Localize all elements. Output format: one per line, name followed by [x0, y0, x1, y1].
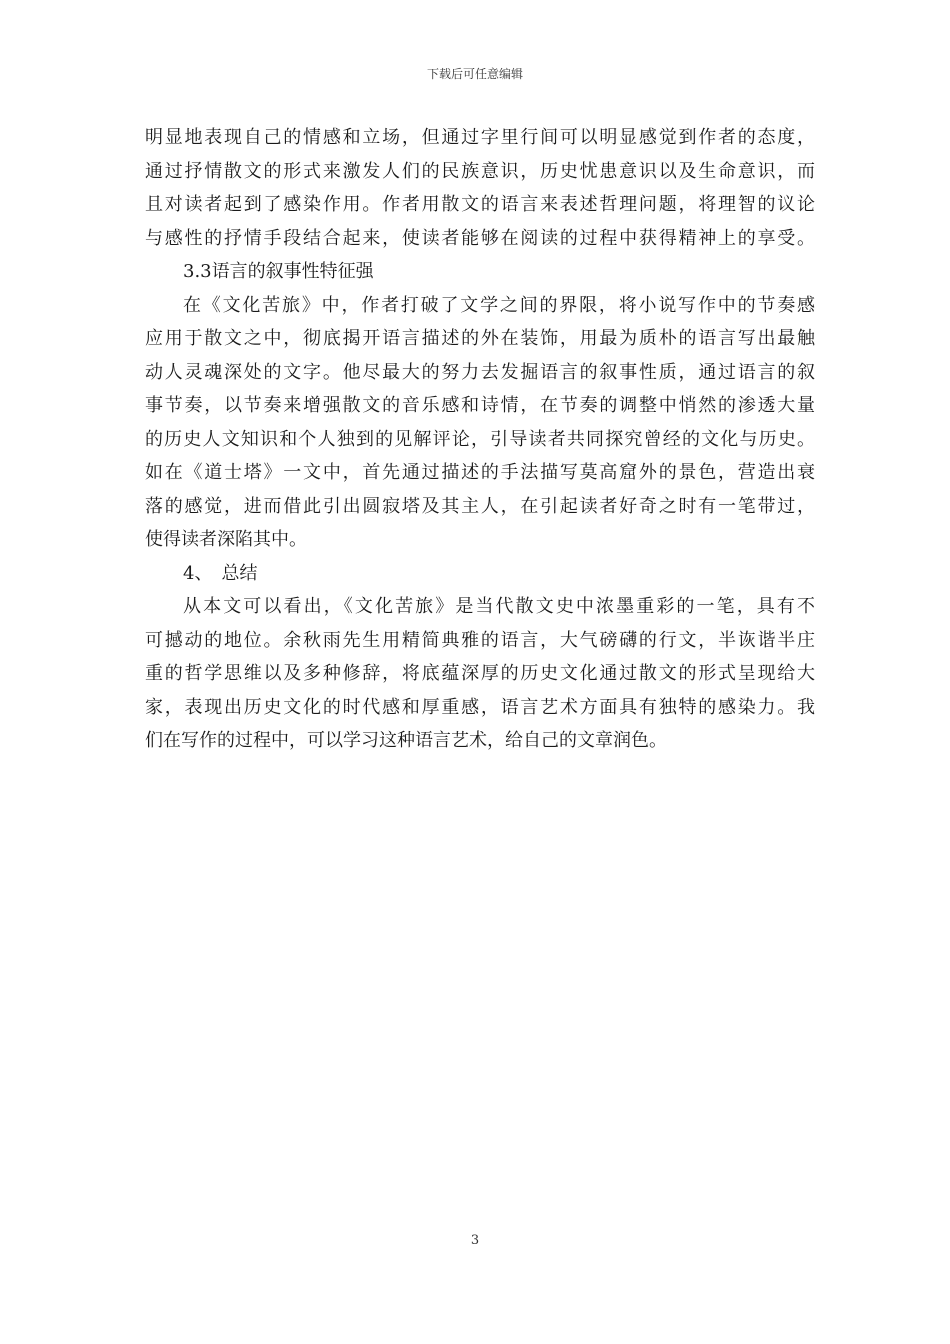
paragraph-line: 动人灵魂深处的文字。他尽最大的努力去发掘语言的叙事性质，通过语言的叙 [145, 361, 815, 383]
paragraph-line: 可撼动的地位。余秋雨先生用精简典雅的语言，大气磅礴的行文，半诙谐半庄 [145, 629, 815, 651]
paragraph-line: 家，表现出历史文化的时代感和厚重感，语言艺术方面具有独特的感染力。我 [145, 696, 815, 718]
section-heading-4: 4、 总结 [183, 562, 258, 584]
paragraph-line: 事节奏，以节奏来增强散文的音乐感和诗情，在节奏的调整中悄然的渗透大量 [145, 395, 815, 416]
paragraph-line: 在《文化苦旅》中，作者打破了文学之间的界限，将小说写作中的节奏感 [183, 294, 815, 316]
page-number: 3 [470, 1233, 480, 1248]
paragraph-line: 重的哲学思维以及多种修辞，将底蕴深厚的历史文化通过散文的形式呈现给大 [145, 663, 815, 684]
paragraph-line: 通过抒情散文的形式来激发人们的民族意识，历史忧患意识以及生命意识，而 [145, 160, 815, 182]
paragraph-line: 如在《道士塔》一文中，首先通过描述的手法描写莫高窟外的景色，营造出衰 [145, 462, 815, 483]
document-body [145, 121, 815, 758]
paragraph-line: 应用于散文之中，彻底揭开语言描述的外在装饰，用最为质朴的语言写出最触 [145, 328, 815, 349]
paragraph-line: 明显地表现自己的情感和立场，但通过字里行间可以明显感觉到作者的态度， [145, 127, 815, 148]
section-heading-3-3: 3.3语言的叙事性特征强 [183, 261, 374, 282]
paragraph-line: 且对读者起到了感染作用。作者用散文的语言来表述哲理问题，将理智的议论 [145, 194, 815, 215]
paragraph-line: 落的感觉，进而借此引出圆寂塔及其主人，在引起读者好奇之时有一笔带过， [145, 495, 815, 517]
paragraph-line: 从本文可以看出，《文化苦旅》是当代散文史中浓墨重彩的一笔，具有不 [183, 596, 815, 617]
paragraph-line: 的历史人文知识和个人独到的见解评论，引导读者共同探究曾经的文化与历史。 [145, 428, 815, 450]
paragraph-line: 们在写作的过程中，可以学习这种语言艺术，给自己的文章润色。 [145, 730, 667, 751]
paragraph-line: 与感性的抒情手段结合起来，使读者能够在阅读的过程中获得精神上的享受。 [145, 227, 815, 249]
paragraph-line: 使得读者深陷其中。 [145, 529, 307, 550]
page-header: 下载后可任意编辑 [426, 67, 523, 81]
